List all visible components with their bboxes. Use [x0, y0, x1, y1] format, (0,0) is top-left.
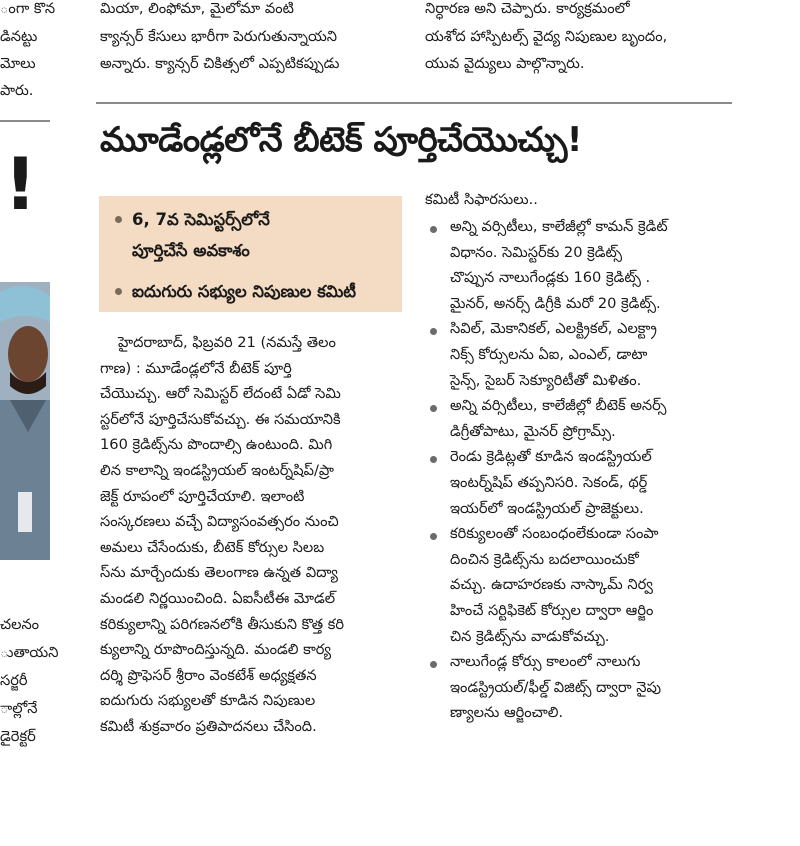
snippet-line: పారు.: [0, 82, 34, 99]
doctor-photo: [0, 282, 50, 560]
recommendation-line: అన్ని వర్సిటీలు, కాలేజీల్లో బీటెక్ అనర్స్: [450, 397, 667, 415]
snippet-line: అన్నారు. క్యాన్సర్ చికిత్సలో ఎప్పటికప్పుడు: [100, 55, 340, 72]
recommendation-line: హించే సర్టిఫికెట్ కోర్సుల ద్వారా ఆర్జిం: [450, 602, 654, 619]
recommendation-bullet-icon: [430, 405, 437, 412]
recommendation-line: వచ్చు. ఉదాహరణకు నాస్కామ్ నిర్వ: [450, 576, 653, 594]
body-line: స్‌ను మార్చేందుకు తెలంగాణ ఉన్నత విద్యా: [100, 564, 338, 582]
recommendation-bullet-icon: [430, 456, 437, 463]
recommendation-line: అన్ని వర్సిటీలు, కాలేజీల్లో కామన్ క్రెడిట్: [450, 218, 668, 235]
body-line: కమిటీ శుక్రవారం ప్రతిపాదనలు చేసింది.: [100, 718, 317, 735]
recommendation-line: దించిన క్రెడిట్స్‌ను బదలాయించుకో: [450, 550, 639, 568]
body-line: క్యులాన్ని రూపొందిస్తున్నది. మండలి కార్య: [100, 641, 332, 659]
recommendation-line: చొప్పున నాలుగేండ్లకు 160 క్రెడిట్స్ .: [450, 269, 651, 287]
recommendation-line: మైనర్, అనర్స్ డిగ్రీకి మరో 20 క్రెడిట్స్.: [450, 294, 661, 312]
body-line: మండలి నిర్ణయించింది. ఏఐసీటీఈ మోడల్: [100, 590, 336, 607]
recommendation-line: ణ్యాలను ఆర్జించాలి.: [450, 704, 564, 722]
recommendation-line: డిగ్రీతోపాటు, మైనర్ ప్రోగ్రామ్స్.: [450, 422, 616, 440]
section-divider-rule: [96, 102, 732, 104]
article-headline: మూడేండ్లలోనే బీటెక్ పూర్తిచేయొచ్చు!: [100, 120, 582, 160]
snippet-line: ాల్లోనే: [0, 700, 38, 717]
left-story-exclamation: !: [4, 142, 37, 226]
recommendation-line: ఇండస్ట్రియల్/ఫీల్డ్ విజిట్స్ ద్వారా నైపు: [450, 678, 662, 696]
body-line: స్టర్‌లోనే పూర్తిచేసుకోవచ్చు. ఈ సమయానికి: [100, 410, 341, 428]
body-line: జెక్ట్ రూపంలో పూర్తిచేయాలి. ఇలాంటి: [100, 487, 305, 505]
recommendation-line: కరిక్యులంతో సంబంధంలేకుండా సంపా: [450, 525, 659, 543]
body-line: ఐదుగురు సభ్యులతో కూడిన నిపుణుల: [100, 692, 316, 710]
body-line: లిన కాలాన్ని ఇండస్ట్రియల్ ఇంటర్న్‌షిప్/ప్రా: [100, 462, 334, 479]
snippet-line: ుతాయని: [0, 644, 59, 661]
recommendation-line: విధానం. సెమిస్టర్‌కు 20 క్రెడిట్స్: [450, 243, 623, 261]
snippet-line: మియా, లింఫోమా, మైలోమా వంటి: [100, 0, 294, 17]
body-line: సంస్కరణలు వచ్చే విద్యాసంవత్సరం నుంచి: [100, 513, 339, 531]
recommendation-bullet-icon: [430, 533, 437, 540]
highlight-line: 6, 7వ సెమిస్టర్స్‌లోనే: [132, 210, 270, 229]
recommendations-heading: కమిటీ సిఫారసులు..: [425, 191, 538, 208]
recommendation-bullet-icon: [430, 328, 437, 335]
recommendation-line: ఇంటర్న్‌షిప్ తప్పనిసరి. సెకండ్, థర్డ్: [450, 474, 648, 491]
left-divider-rule: [0, 120, 50, 122]
snippet-line: నిర్ధారణ అని చెప్పారు. కార్యక్రమంలో: [425, 0, 630, 17]
recommendation-line: సైన్స్, సైబర్ సెక్యూరిటీతో మిళితం.: [450, 371, 642, 389]
snippet-line: చలనం: [0, 616, 40, 633]
recommendation-line: రెండు క్రెడిట్లతో కూడిన ఇండస్ట్రియల్: [450, 448, 652, 466]
highlight-line: ఐదుగురు సభ్యుల నిపుణుల కమిటీ: [132, 282, 357, 301]
recommendation-line: ఇయర్‌లో ఇండస్ట్రియల్ ప్రాజెక్టులు.: [450, 499, 644, 517]
highlight-bullet-icon: [115, 216, 122, 223]
highlight-bullet-icon: [115, 288, 122, 295]
snippet-line: సర్జరీ: [0, 672, 28, 689]
snippet-line: ంగా కొన: [0, 0, 56, 17]
body-line: కరిక్యులాన్ని పరిగణనలోకి తీసుకుని కొత్త కరి: [100, 615, 345, 633]
body-line: అమలు చేసేందుకు, బీటెక్ కోర్సుల సిలబ: [100, 538, 325, 556]
doctor-photo-graphic: [0, 282, 50, 560]
highlight-line: పూర్తిచేసే అవకాశం: [132, 241, 250, 260]
recommendation-bullet-icon: [430, 661, 437, 668]
recommendation-bullet-icon: [430, 226, 437, 233]
recommendation-line: నిక్స్ కోర్సులను ఏఐ, ఎంఎల్, డాటా: [450, 346, 648, 363]
body-line: దర్శి ప్రొఫెసర్ శ్రీరాం వెంకటేశ్ అధ్యక్షతన: [100, 666, 317, 684]
snippet-line: మోలు: [0, 55, 36, 72]
snippet-line: డినట్టు: [0, 28, 38, 45]
snippet-line: యశోద హాస్పిటల్స్ వైద్య నిపుణుల బృందం,: [425, 28, 668, 45]
snippet-line: డైరెక్టర్: [0, 728, 36, 745]
snippet-line: క్యాన్సర్ కేసులు భారీగా పెరుగుతున్నాయని: [100, 28, 337, 45]
body-line: హైదరాబాద్, ఫిబ్రవరి 21 (నమస్తే తెలం: [118, 334, 336, 351]
recommendation-line: సివిల్, మెకానికల్, ఎలక్ట్రికల్, ఎలక్ట్రా: [450, 320, 657, 338]
body-line: చేయొచ్చు. ఆరో సెమిస్టర్ లేదంటే ఏడో సెమి: [100, 385, 341, 403]
body-line: 160 క్రెడిట్స్‌ను పొందాల్సి ఉంటుంది. మిగి: [100, 436, 333, 454]
recommendation-line: నాలుగేండ్ల కోర్సు కాలంలో నాలుగు: [450, 653, 641, 671]
recommendation-line: చిన క్రెడిట్స్‌ను వాడుకోవచ్చు.: [450, 627, 610, 645]
body-line: గాణ) : మూడేండ్లలోనే బీటెక్ పూర్తి: [100, 359, 292, 377]
snippet-line: యువ వైద్యులు పాల్గొన్నారు.: [425, 55, 585, 72]
